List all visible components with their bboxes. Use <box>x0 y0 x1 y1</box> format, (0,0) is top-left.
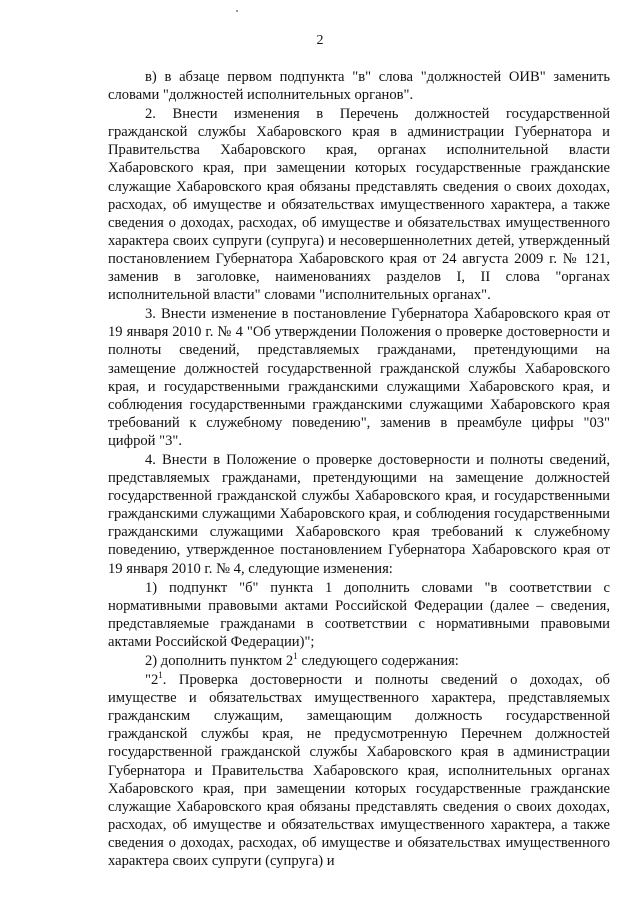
paragraph-6 <box>108 652 610 670</box>
paragraph-6-text-start: 2) дополнить пунктом 2 <box>145 653 294 669</box>
paragraph-2: 2. Внести изменения в Перечень должностей государственной гражданской службы Хабаровского края в администрации Губернатора и Правительства Хабаровского края, органах исполнительной власти Хабаровского края, при замещении которых государственные гражданские служащие Хабаровского края обязаны представлять сведения о своих доходах, расходах, об имуществе и обязательствах имущественного характера, а также сведения о доходах, расходах, об имуществе и обязательствах имущественного характера своих супруги (супруга) и несовершеннолетних детей, утвержденный постановлением Губернатора Хабаровского края от 24 августа 2009 г. № 121, заменив в заголовке, наименованиях разделов I, II слова "органах исполнительной власти" словами "исполнительных органах". <box>108 106 610 304</box>
paragraph-1: в) в абзаце первом подпункта "в" слова "должностей ОИВ" заменить словами "должностей исполнительных органов". <box>108 69 610 104</box>
scan-speck <box>236 10 238 12</box>
paragraph-7 <box>108 671 610 870</box>
page-number: 2 <box>316 33 324 48</box>
paragraph-5: 1) подпункт "б" пункта 1 дополнить словами "в соответствии с нормативными правовыми актами Российской Федерации (далее – сведения, представляемые гражданами в соответствии с нормативными правовыми актами Российской Федерации)"; <box>108 579 610 650</box>
paragraph-3: 3. Внести изменение в постановление Губернатора Хабаровского края от 19 января 2010 г. № 4 "Об утверждении Положения о проверке достоверности и полноты сведений, представляемых гражданами, претендующими на замещение должностей государственной гражданской службы Хабаровского края, и государственными гражданскими служащими Хабаровского края, и соблюдения государственными гражданскими служащими Хабаровского края требований к служебному поведению", заменив в преамбуле цифры "03" цифрой "3". <box>108 306 610 449</box>
paragraph-6-text-end: следующего содержания: <box>297 653 459 669</box>
paragraph-7-superscript: 1 <box>158 670 163 681</box>
paragraph-7-text-start: "2 <box>145 672 159 689</box>
paragraph-7-text-end: . Проверка достоверности и полноты сведений о доходах, об имуществе и обязательствах имущественного характера, представляемых гражданским служащим, замещающим должность государственной гражданской службы края, не предусмотренную Перечнем должностей государственной гражданской службы Хабаровского края в администрации Губернатора и Правительства Хабаровского края, исполнительных органах Хабаровского края, при замещении которых государственные гражданские служащие Хабаровского края обязаны представлять сведения о своих доходах, расходах, об имуществе и обязательствах имущественного характера, а также сведения о доходах, расходах, об имуществе и обязательствах имущественного характера своих супруги (супруга) и <box>108 672 610 870</box>
document-body <box>108 68 610 870</box>
paragraph-4: 4. Внести в Положение о проверке достоверности и полноты сведений, представляемых гражданами, претендующими на замещение должностей государственной гражданской службы Хабаровского края, и государственными гражданскими служащими Хабаровского края, и соблюдения государственными гражданскими служащими Хабаровского края требований к служебному поведению, утвержденное постановлением Губернатора Хабаровского края от 19 января 2010 г. № 4, следующие изменения: <box>108 451 610 577</box>
paragraph-6-superscript: 1 <box>293 651 298 662</box>
